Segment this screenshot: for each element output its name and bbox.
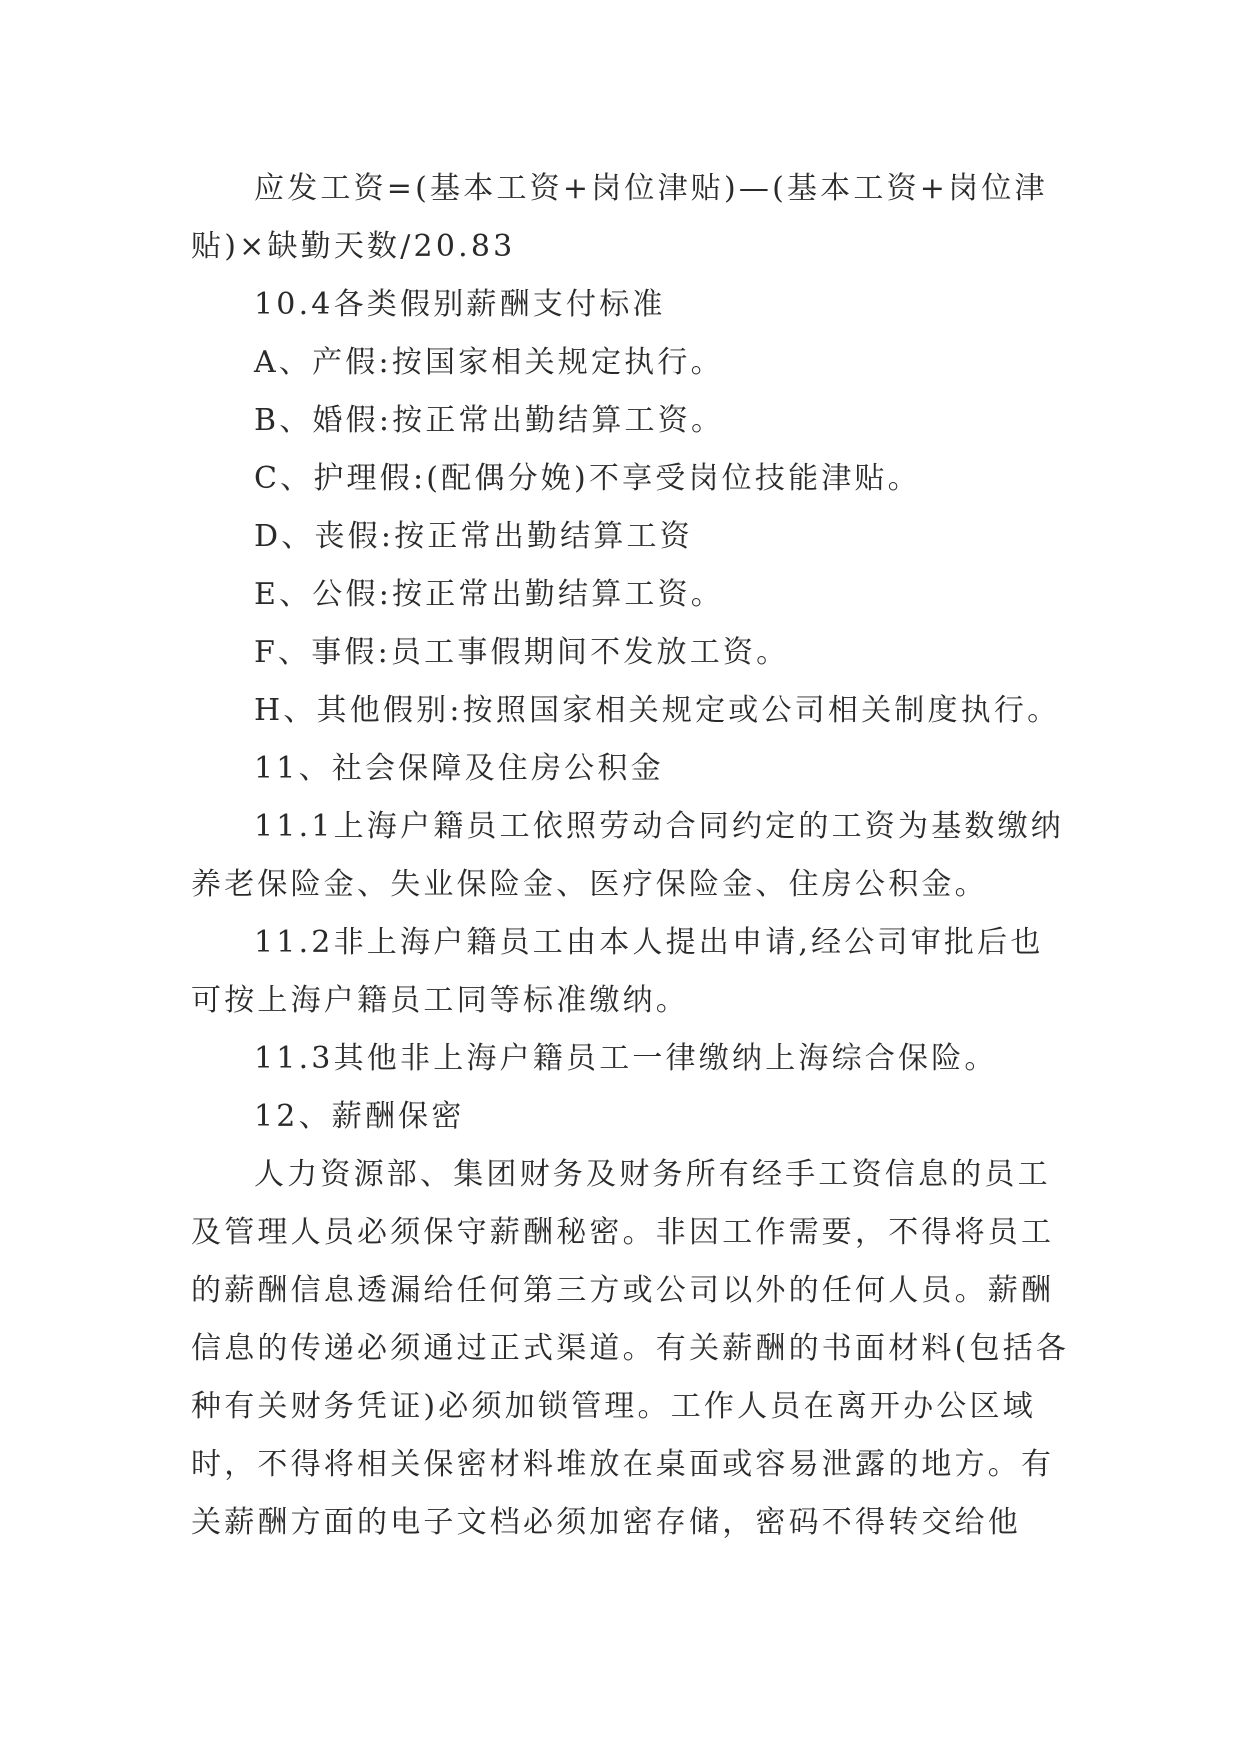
- paragraph-salary-formula: 应发工资=(基本工资+岗位津贴)—(基本工资+岗位津贴)×缺勤天数/20.83: [191, 171, 1048, 264]
- paragraph-heading-11: 11、社会保障及住房公积金: [254, 751, 664, 786]
- paragraph-personal-leave: F、事假:员工事假期间不发放工资。: [254, 635, 790, 670]
- document-body: [191, 160, 1071, 1552]
- paragraph-heading-12: 12、薪酬保密: [254, 1099, 465, 1134]
- paragraph-11-3: 11.3其他非上海户籍员工一律缴纳上海综合保险。: [254, 1041, 998, 1076]
- paragraph-funeral-leave: D、丧假:按正常出勤结算工资: [254, 519, 693, 554]
- paragraph-nursing-leave: C、护理假:(配偶分娩)不享受岗位技能津贴。: [254, 461, 921, 496]
- paragraph-confidentiality: 人力资源部、集团财务及财务所有经手工资信息的员工及管理人员必须保守薪酬秘密。非因工作需要，不得将员工的薪酬信息透漏给任何第三方或公司以外的任何人员。薪酬信息的传递必须通过正式渠道。有关薪酬的书面材料(包括各种有关财务凭证)必须加锁管理。工作人员在离开办公区域时，不得将相关保密材料堆放在桌面或容易泄露的地方。有关薪酬方面的电子文档必须加密存储，密码不得转交给他: [191, 1157, 1070, 1540]
- paragraph-other-leave: H、其他假别:按照国家相关规定或公司相关制度执行。: [254, 693, 1061, 728]
- paragraph-11-2: 11.2非上海户籍员工由本人提出申请,经公司审批后也可按上海户籍员工同等标准缴纳。: [191, 925, 1044, 1018]
- paragraph-maternity-leave: A、产假:按国家相关规定执行。: [254, 345, 724, 380]
- paragraph-public-leave: E、公假:按正常出勤结算工资。: [254, 577, 725, 612]
- paragraph-marriage-leave: B、婚假:按正常出勤结算工资。: [254, 403, 725, 438]
- paragraph-11-1: 11.1上海户籍员工依照劳动合同约定的工资为基数缴纳养老保险金、失业保险金、医疗保险金、住房公积金。: [191, 809, 1064, 902]
- paragraph-heading-10-4: 10.4各类假别薪酬支付标准: [254, 287, 666, 322]
